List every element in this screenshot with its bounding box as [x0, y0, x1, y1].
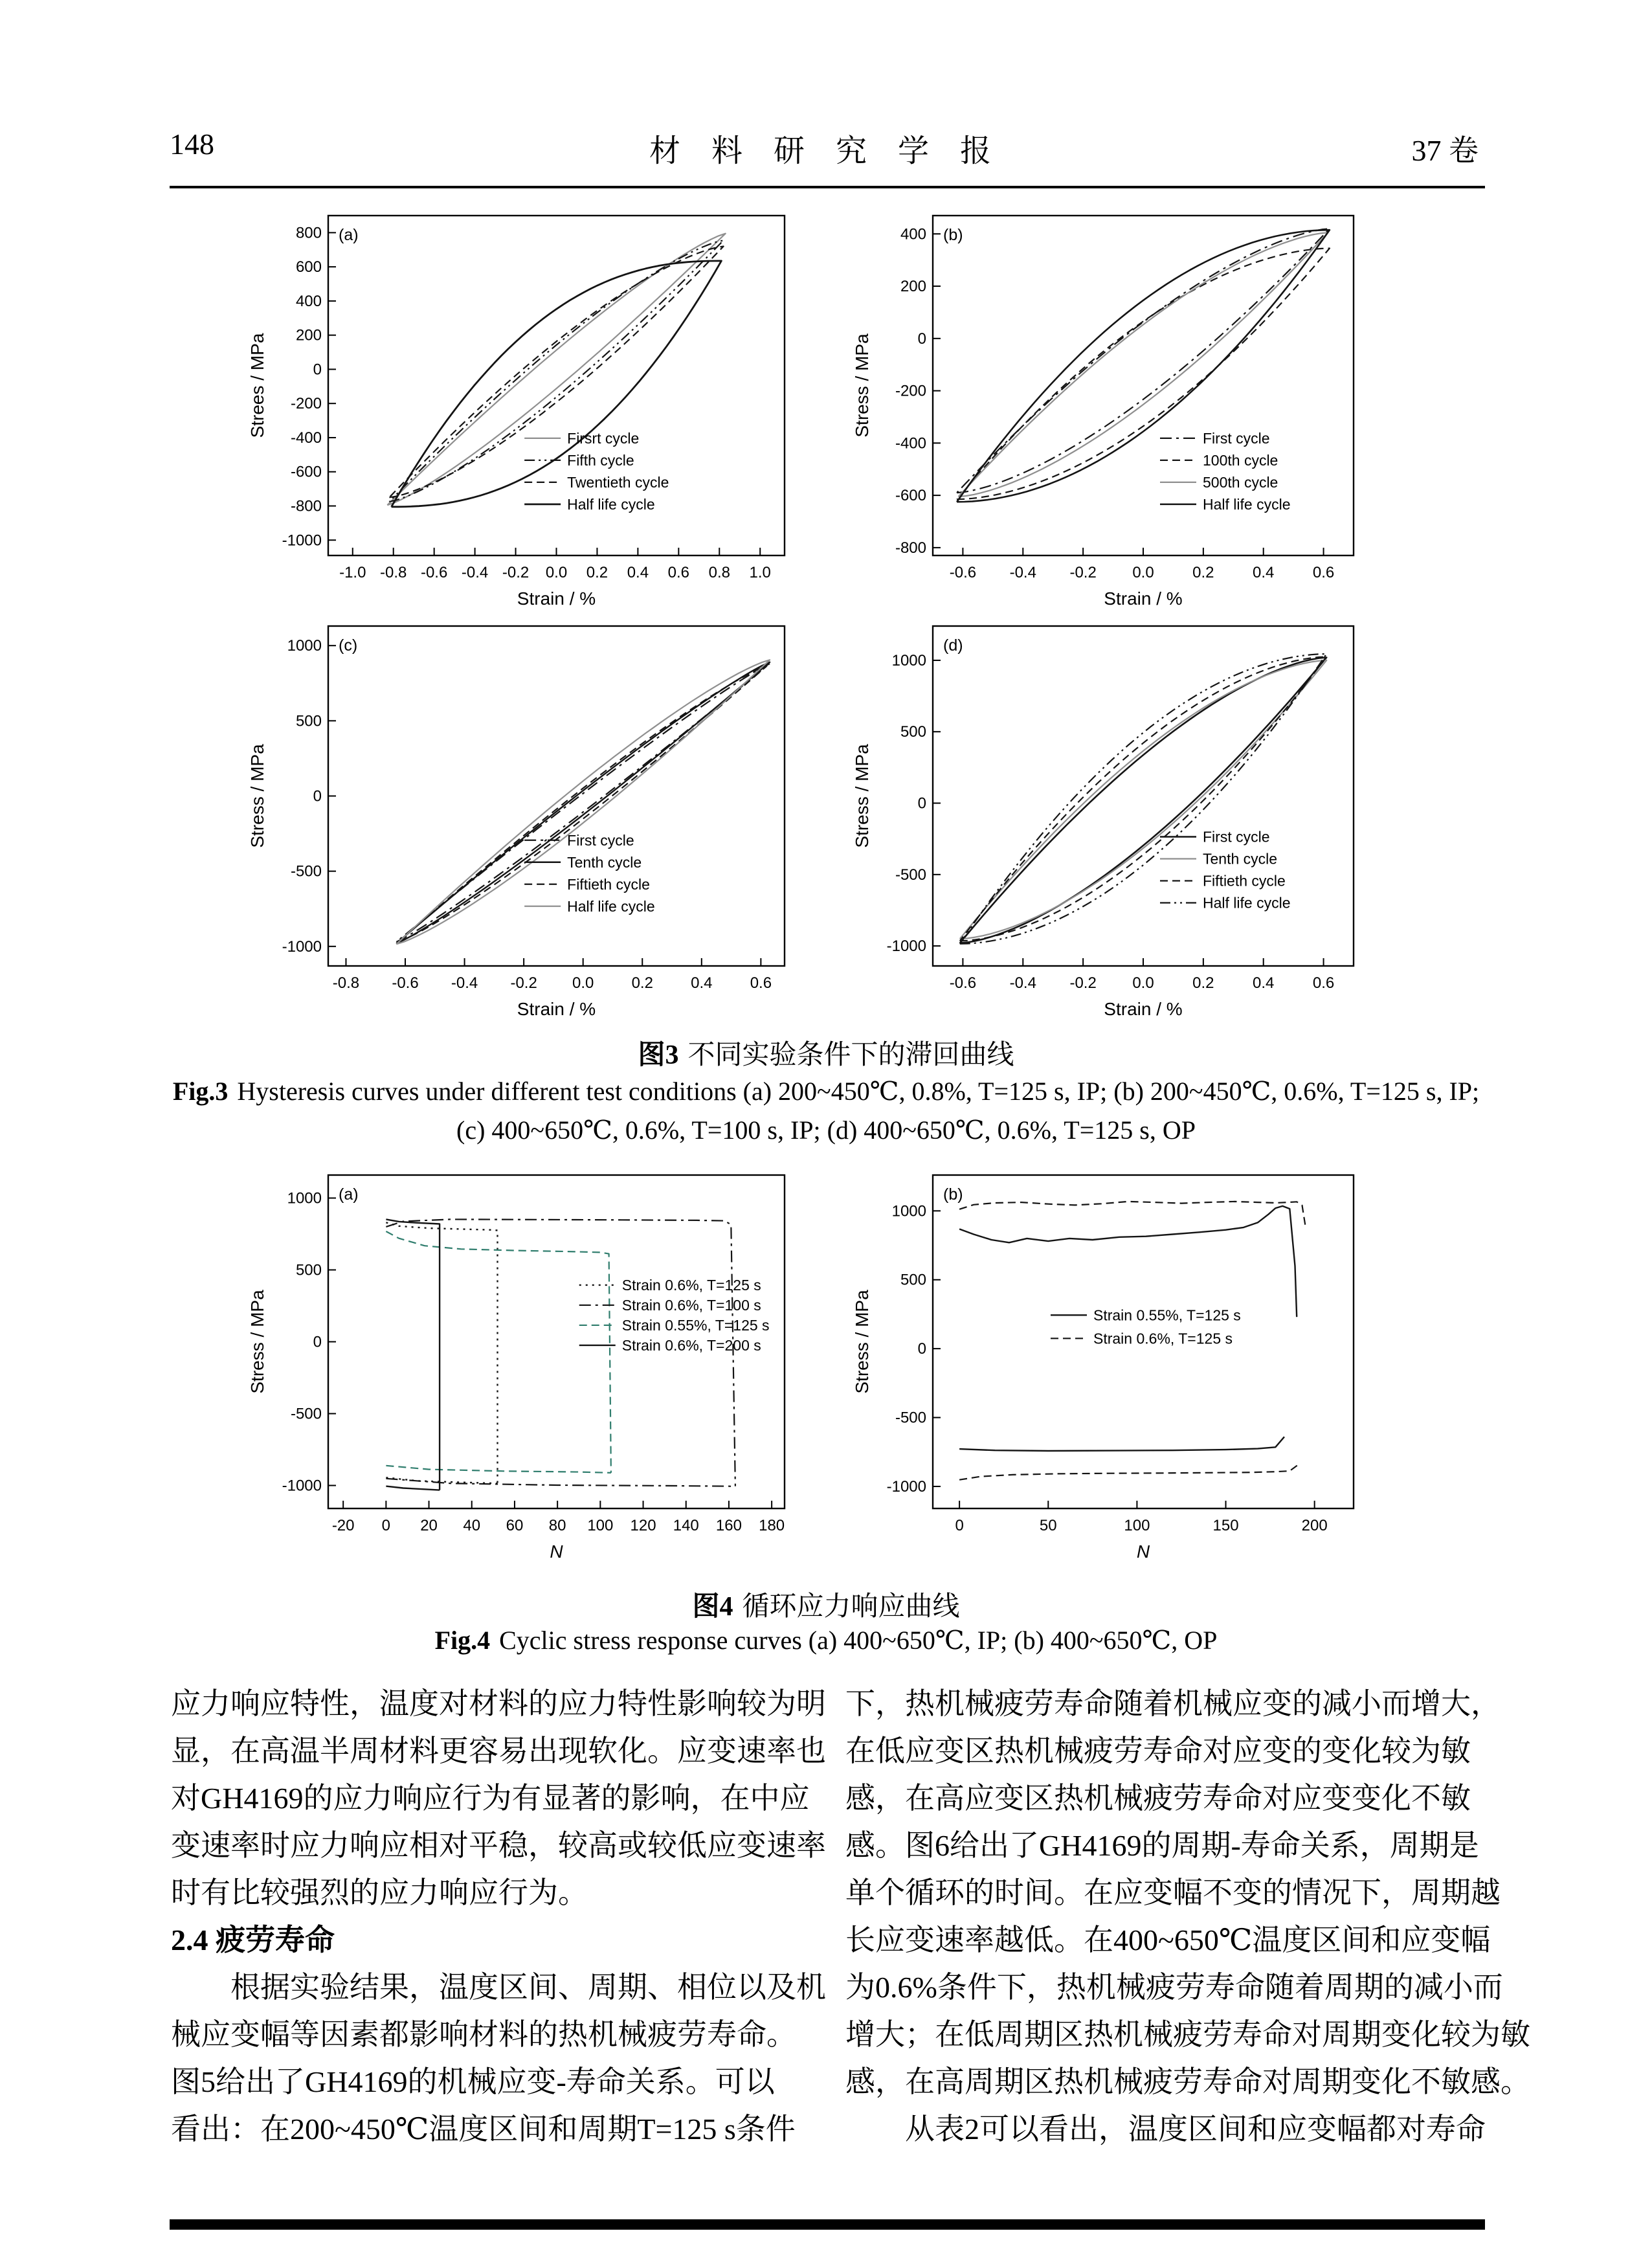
legend-label: Tenth cycle [567, 853, 642, 871]
figure3-subplot-b [823, 203, 1373, 623]
x-tick-label: 120 [630, 1517, 656, 1534]
text-line: 感，在高应变区热机械疲劳寿命对应变变化不敏 [845, 1782, 1471, 1815]
series-line [387, 234, 725, 506]
paragraph [845, 2105, 1486, 2153]
header-rule [170, 186, 1485, 188]
y-tick-label: 1000 [287, 637, 322, 655]
legend-label: Tenth cycle [1203, 850, 1278, 868]
x-tick-label: -0.8 [332, 974, 360, 992]
series-line [959, 1206, 1297, 1317]
legend-label: Strain 0.55%, T=125 s [621, 1316, 770, 1334]
y-axis-label: Stress / MPa [852, 1290, 872, 1394]
series-line [389, 240, 723, 502]
body-right-column [845, 1680, 1530, 2153]
text-line: 为0.6%条件下，热机械疲劳寿命随着周期的减小而 [845, 1971, 1503, 2004]
x-tick-label: -0.4 [461, 564, 489, 581]
figure3-subplot-d [823, 613, 1373, 1034]
y-tick-label: 500 [295, 1261, 322, 1279]
y-tick-label: -600 [290, 463, 322, 481]
y-tick-label: -800 [895, 539, 926, 557]
y-tick-label: 500 [295, 712, 322, 730]
legend-label: Twentieth cycle [567, 473, 669, 491]
y-tick-label: -500 [895, 1409, 926, 1427]
x-tick-label: 140 [673, 1517, 699, 1534]
plot-border [933, 216, 1354, 555]
text-line: 在低应变区热机械疲劳寿命对应变的变化较为敏 [845, 1734, 1471, 1767]
y-tick-label: -200 [895, 382, 926, 400]
y-tick-label: 1000 [891, 1202, 926, 1220]
section-heading: 2.4 疲劳寿命 [171, 1923, 335, 1956]
y-tick-label: -1000 [282, 532, 322, 550]
x-tick-label: 160 [715, 1517, 742, 1534]
x-tick-label: -0.2 [1069, 564, 1097, 581]
y-tick-label: 500 [900, 1271, 926, 1289]
y-tick-label: -200 [290, 395, 322, 413]
legend-label: Strain 0.6%, T=125 s [1093, 1330, 1233, 1347]
figure4-subplot-a [218, 1162, 804, 1576]
y-tick-label: 1000 [891, 651, 926, 669]
figure4-caption-en-label: Fig.4 [434, 1626, 491, 1655]
y-tick-label: 400 [900, 225, 926, 243]
text-line: 图5给出了GH4169的机械应变-寿命关系。可以 [171, 2065, 775, 2098]
legend-label: Strain 0.6%, T=125 s [621, 1276, 761, 1294]
x-tick-label: 0.6 [750, 974, 772, 992]
x-axis-label: Strain / % [1104, 999, 1183, 1019]
y-tick-label: 200 [900, 278, 926, 296]
y-tick-label: 0 [313, 787, 322, 805]
y-tick-label: -500 [895, 866, 926, 884]
x-tick-label: 0.4 [1253, 974, 1275, 992]
figure3-subplot-c [218, 613, 804, 1034]
series-line [959, 1437, 1284, 1451]
x-tick-label: 80 [548, 1517, 566, 1534]
series-line [386, 1222, 497, 1483]
paragraph [171, 1680, 826, 1916]
x-tick-label: 0.2 [631, 974, 653, 992]
series-line [386, 1466, 611, 1473]
volume-label: 37 卷 [1411, 134, 1479, 167]
y-tick-label: 0 [313, 361, 322, 379]
y-axis-label: Stress / MPa [852, 744, 872, 848]
figure4-subplot-b [823, 1162, 1373, 1576]
x-tick-label: 150 [1212, 1517, 1239, 1534]
figure3-caption-cn-text: 不同实验条件下的滞回曲线 [687, 1040, 1014, 1070]
figure4-caption-cn [0, 1585, 1652, 1624]
legend-label: 500th cycle [1203, 473, 1278, 491]
x-tick-label: 50 [1039, 1517, 1057, 1534]
y-tick-label: 0 [917, 1340, 926, 1358]
x-tick-label: -0.2 [510, 974, 537, 992]
x-tick-label: 0.6 [1312, 564, 1335, 581]
x-tick-label: 180 [759, 1517, 785, 1534]
chart-svg [218, 203, 804, 620]
figure4-caption-en-text: Cyclic stress response curves (a) 400~650℃, IP; (b) 400~650℃, OP [499, 1626, 1218, 1655]
x-tick-label: 0.2 [1192, 974, 1214, 992]
y-tick-label: -600 [895, 487, 926, 505]
x-axis-label: N [1136, 1541, 1150, 1562]
text-line: 时有比较强烈的应力响应行为。 [171, 1876, 588, 1909]
text-line: 械应变幅等因素都影响材料的热机械疲劳寿命。 [171, 2018, 796, 2051]
series-line [392, 261, 722, 507]
text-line: 看出：在200~450℃温度区间和周期T=125 s条件 [171, 2113, 796, 2146]
text-line: 感，在高周期区热机械疲劳寿命对周期变化不敏感。 [845, 2065, 1530, 2098]
text-line: 应力响应特性，温度对材料的应力特性影响较为明 [171, 1687, 826, 1720]
journal-title: 材 料 研 究 学 报 [649, 134, 1003, 168]
x-tick-label: 0.4 [1253, 564, 1275, 581]
chart-svg [823, 613, 1373, 1031]
x-tick-label: -0.2 [1069, 974, 1097, 992]
figure4-caption-cn-label: 图4 [692, 1592, 733, 1622]
body-left-column [171, 1680, 826, 2153]
x-tick-label: 0.0 [1132, 564, 1154, 581]
x-tick-label: -0.2 [502, 564, 530, 581]
panel-label: (c) [339, 636, 358, 655]
text-line: 单个循环的时间。在应变幅不变的情况下，周期越 [845, 1876, 1501, 1909]
x-axis-label: Strain / % [1104, 588, 1183, 609]
x-tick-label: 60 [506, 1517, 524, 1534]
x-tick-label: 0.2 [1192, 564, 1214, 581]
x-tick-label: -0.8 [380, 564, 407, 581]
series-line [386, 1479, 735, 1487]
legend-label: 100th cycle [1203, 451, 1278, 469]
series-line [386, 1219, 440, 1490]
x-tick-label: 0.0 [1132, 974, 1154, 992]
text-line: 对GH4169的应力响应行为有显著的影响，在中应 [171, 1782, 810, 1815]
legend-label: First cycle [1203, 429, 1270, 447]
x-tick-label: 0.0 [572, 974, 594, 992]
y-tick-label: -400 [290, 429, 322, 447]
figure3-subplot-a [218, 203, 804, 623]
y-tick-label: 1000 [287, 1189, 322, 1207]
y-tick-label: -800 [290, 497, 322, 515]
legend-label: Fiftieth cycle [567, 875, 650, 893]
x-tick-label: -0.6 [949, 564, 977, 581]
y-axis-label: Strees / MPa [247, 333, 267, 438]
x-tick-label: 40 [463, 1517, 481, 1534]
figure3-caption-en-line1 [0, 1076, 1652, 1106]
x-tick-label: 0.6 [667, 564, 690, 581]
y-tick-label: 600 [295, 258, 322, 276]
x-tick-label: 0.4 [627, 564, 649, 581]
panel-label: (b) [943, 226, 963, 244]
figure3-caption-cn-label: 图3 [638, 1040, 679, 1070]
x-tick-label: 0.2 [586, 564, 608, 581]
legend-label: Half life cycle [1203, 894, 1291, 912]
y-tick-label: -500 [290, 1405, 322, 1423]
y-tick-label: 500 [900, 723, 926, 741]
x-tick-label: 0 [955, 1517, 964, 1534]
text-line: 增大；在低周期区热机械疲劳寿命对周期变化较为敏 [845, 2018, 1530, 2051]
y-tick-label: -1000 [282, 1477, 322, 1495]
x-tick-label: -0.6 [949, 974, 977, 992]
x-tick-label: 0.6 [1312, 974, 1335, 992]
y-tick-label: -1000 [886, 937, 926, 956]
x-tick-label: 0 [381, 1517, 391, 1534]
chart-svg [823, 1162, 1373, 1573]
x-tick-label: -0.6 [420, 564, 448, 581]
legend-label: Half life cycle [1203, 495, 1291, 513]
x-tick-label: -0.4 [1009, 974, 1036, 992]
x-tick-label: 1.0 [749, 564, 771, 581]
figure4-caption-cn-text: 循环应力响应曲线 [742, 1592, 960, 1622]
legend-label: Strain 0.6%, T=100 s [621, 1296, 761, 1314]
text-line: 根据实验结果，温度区间、周期、相位以及机 [171, 1971, 826, 2004]
text-line: 变速率时应力响应相对平稳，较高或较低应变速率 [171, 1829, 826, 1862]
x-axis-label: N [550, 1541, 563, 1562]
figure3-caption-en-line2: (c) 400~650℃, 0.6%, T=100 s, IP; (d) 400~650℃, 0.6%, T=125 s, OP [456, 1115, 1196, 1145]
x-tick-label: 200 [1301, 1517, 1328, 1534]
y-tick-label: 0 [917, 330, 926, 348]
x-axis-label: Strain / % [517, 999, 596, 1019]
series-line [386, 1231, 611, 1473]
y-tick-label: 200 [295, 326, 322, 344]
y-axis-label: Stress / MPa [247, 1290, 267, 1394]
y-tick-label: 0 [917, 794, 926, 813]
y-tick-label: -1000 [886, 1477, 926, 1496]
series-line [959, 1464, 1299, 1480]
y-tick-label: 400 [295, 292, 322, 310]
legend-label: Half life cycle [567, 897, 655, 915]
y-tick-label: -500 [290, 862, 322, 880]
paragraph [171, 1964, 826, 2153]
text-line: 显，在高温半周材料更容易出现软化。应变速率也 [171, 1734, 826, 1767]
y-tick-label: -1000 [282, 937, 322, 956]
text-line: 下，热机械疲劳寿命随着机械应变的减小而增大， [845, 1687, 1501, 1720]
figure3-caption-en-label: Fig.3 [172, 1077, 229, 1106]
figure4-caption-en [0, 1625, 1652, 1655]
x-tick-label: -0.4 [1009, 564, 1036, 581]
x-tick-label: 0.0 [545, 564, 568, 581]
panel-label: (a) [339, 1185, 359, 1204]
series-line [386, 1486, 440, 1490]
x-tick-label: 100 [1124, 1517, 1150, 1534]
x-tick-label: 0.8 [708, 564, 730, 581]
x-tick-label: 100 [587, 1517, 614, 1534]
panel-label: (d) [943, 636, 963, 655]
panel-label: (a) [339, 226, 359, 244]
text-line: 从表2可以看出，温度区间和应变幅都对寿命 [845, 2113, 1486, 2146]
x-tick-label: -0.6 [392, 974, 419, 992]
x-tick-label: 20 [420, 1517, 438, 1534]
paragraph [845, 1680, 1530, 2105]
plot-border [328, 626, 785, 966]
chart-svg [218, 1162, 804, 1573]
legend-label: First cycle [567, 831, 634, 849]
x-tick-label: -0.4 [451, 974, 478, 992]
x-tick-label: 0.4 [691, 974, 713, 992]
legend-label: First cycle [1203, 828, 1270, 846]
legend-label: Fiftieth cycle [1203, 872, 1286, 890]
chart-svg [218, 613, 804, 1031]
y-tick-label: 800 [295, 224, 322, 242]
legend-label: Fifth cycle [567, 451, 634, 469]
chart-svg [823, 203, 1373, 620]
y-tick-label: 0 [313, 1333, 322, 1351]
legend-label: Strain 0.6%, T=200 s [621, 1336, 761, 1354]
bottom-rule [170, 2219, 1485, 2230]
page-number: 148 [170, 128, 214, 161]
y-tick-label: -400 [895, 434, 926, 453]
legend-label: Half life cycle [567, 495, 655, 513]
legend-label: Firsrt cycle [567, 429, 640, 447]
x-tick-label: -1.0 [339, 564, 366, 581]
x-tick-label: -20 [331, 1517, 355, 1534]
x-axis-label: Strain / % [517, 588, 596, 609]
text-line: 感。图6给出了GH4169的周期-寿命关系，周期是 [845, 1829, 1479, 1862]
y-axis-label: Stress / MPa [852, 333, 872, 438]
text-line: 长应变速率越低。在400~650℃温度区间和应变幅 [845, 1923, 1491, 1956]
figure3-caption-en-text: Hysteresis curves under different test conditions (a) 200~450℃, 0.8%, T=125 s, IP; (b) 200~450℃, 0.6%, T=125 s, IP; [237, 1077, 1480, 1106]
legend-label: Strain 0.55%, T=125 s [1093, 1306, 1241, 1324]
panel-label: (b) [943, 1185, 963, 1204]
y-axis-label: Stress / MPa [247, 744, 267, 848]
figure3-caption-cn [0, 1033, 1652, 1072]
plot-border [933, 626, 1354, 966]
